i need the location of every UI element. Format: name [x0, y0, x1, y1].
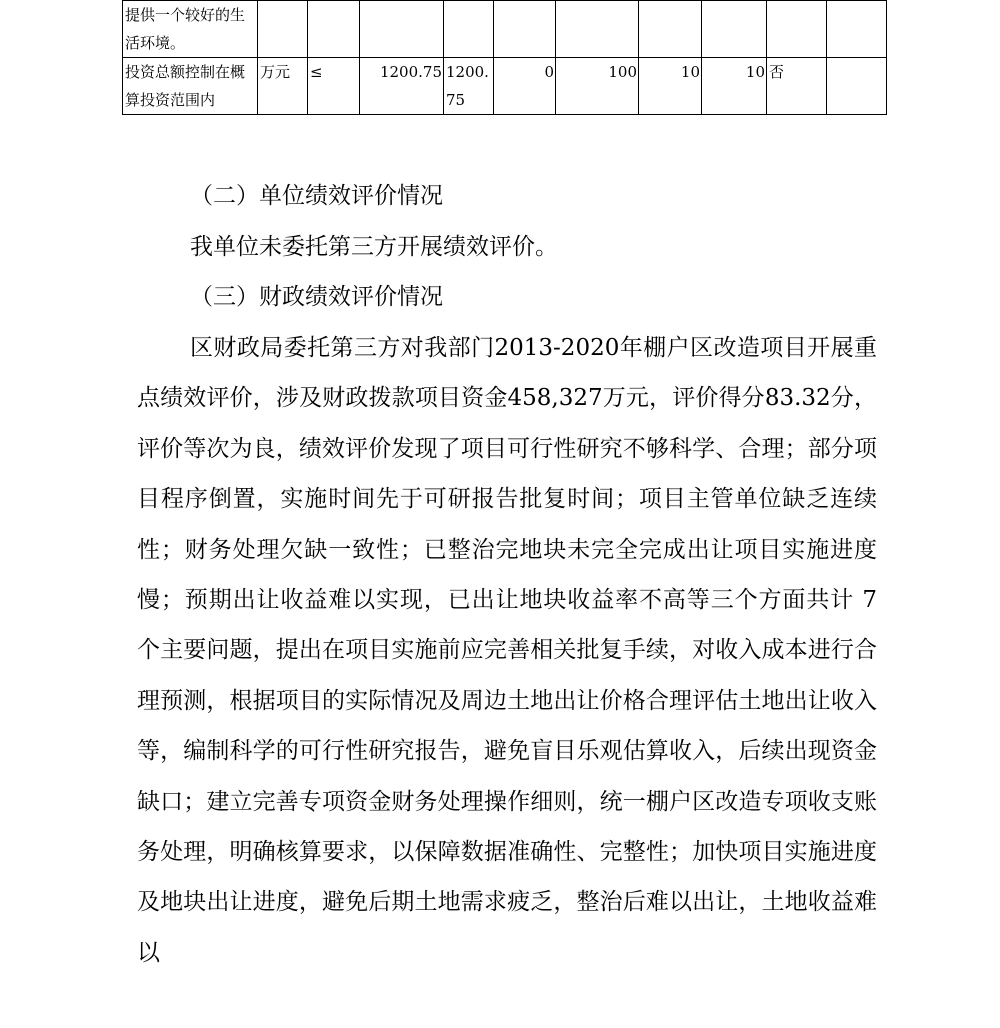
table-cell: 1200.75 — [360, 58, 444, 115]
performance-table — [122, 0, 887, 115]
table-cell: 100 — [556, 58, 639, 115]
table-cell: 万元 — [258, 58, 308, 115]
paragraph — [137, 323, 877, 978]
table-cell: 否 — [767, 58, 827, 115]
table-row — [123, 1, 887, 58]
table-cell: 1200.75 — [444, 58, 494, 115]
table-cell: ≤ — [308, 58, 360, 115]
table-cell — [827, 58, 887, 115]
section-heading: （二）单位绩效评价情况 — [190, 183, 443, 209]
table-cell: 提供一个较好的生活环境。 — [123, 1, 258, 58]
paragraph-text: 区财政局委托第三方对我部门2013-2020年棚户区改造项目开展重点绩效评价，涉及财政拨款项目资金458,327万元，评价得分83.32分，评价等次为良，绩效评价发现了项目可行性研究不够科学、合理；部分项目程序倒置，实施时间先于可研报告批复时间；项目主管单位缺乏连续性；财务处理欠缺一致性；已整治完地块未完全完成出让项目实施进度慢；预期出让收益难以实现，已出让地块收益率不高等三个方面共计 7 个主要问题，提出在项目实施前应完善相关批复手续，对收入成本进行合理预测，根据项目的实际情况及周边土地出让价格合理评估土地出让收入等，编制科学的可行性研究报告，避免盲目乐观估算收入，后续出现资金缺口；建立完善专项资金财务处理操作细则，统一棚户区改造专项收支账务处理，明确核算要求，以保障数据准确性、完整性；加快项目实施进度及地块出让进度，避免后期土地需求疲乏，整治后难以出让，土地收益难以 — [137, 335, 877, 966]
table-cell: 10 — [702, 58, 767, 115]
table-row — [123, 58, 887, 115]
section-heading: （三）财政绩效评价情况 — [190, 284, 443, 310]
table-cell: 投资总额控制在概算投资范围内 — [123, 58, 258, 115]
paragraph: 我单位未委托第三方开展绩效评价。 — [190, 234, 558, 260]
table-cell: 0 — [494, 58, 556, 115]
table-cell: 10 — [639, 58, 702, 115]
